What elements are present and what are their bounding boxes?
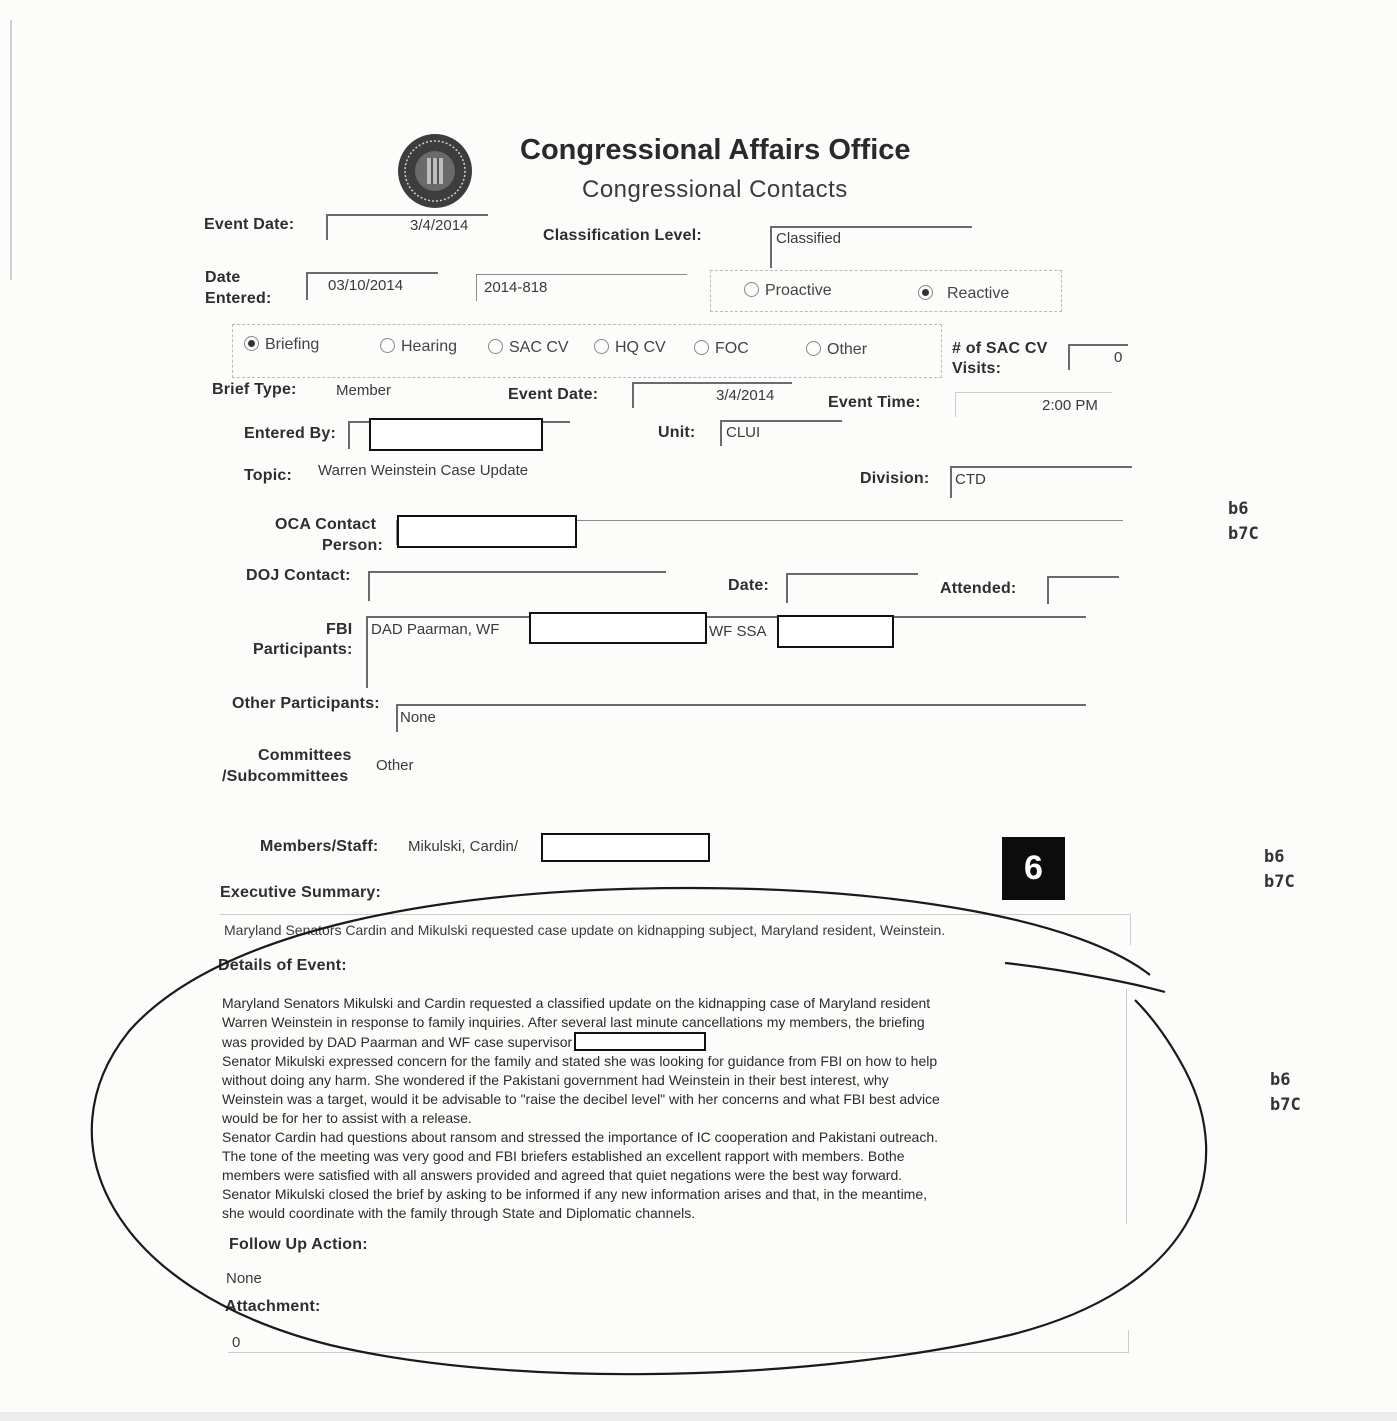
exemption-note-1 [1228,497,1259,547]
fbi-participants-text-1: DAD Paarman, WF [371,621,500,638]
exemption-note-2b: b7C [1264,872,1295,892]
details-line-1: Maryland Senators Mikulski and Cardin requested a classified update on the kidnapping case of Maryland resident [222,995,931,1011]
details-line-10: members were satisfied with all answers provided and agreed that quiet negations were the best way forward. [222,1167,903,1183]
page-number-text: 6 [1024,849,1043,887]
page-subtitle: Congressional Contacts [582,176,848,203]
proactive-label: Proactive [765,282,832,299]
other-participants-value: None [400,709,436,726]
event-date-label: Event Date: [204,216,295,233]
event-date2-value: 3/4/2014 [716,387,775,404]
details-line-11: Senator Mikulski closed the brief by asking to be informed if any new information arises and that, in the meantime, [222,1186,928,1202]
sac-cv-label: SAC CV [509,339,569,356]
hq-cv-label: HQ CV [615,339,666,356]
division-label: Division: [860,470,930,487]
members-staff-label: Members/Staff: [260,838,379,855]
sac-cv-visits-value: 0 [1114,349,1123,366]
other-participants-label: Other Participants: [232,695,380,712]
hearing-label: Hearing [401,338,458,355]
details-line-8: Senator Cardin had questions about ransom and stressed the importance of IC cooperation and Pakistani outreach. [222,1129,938,1145]
briefing-label: Briefing [265,336,320,353]
attended-label: Attended: [940,580,1017,597]
details-line-4: Senator Mikulski expressed concern for the family and stated she was looking for guidance from FBI on how to help [222,1053,938,1069]
committees-value[interactable]: Other [376,757,414,774]
exemption-note-1b: b7C [1228,524,1259,544]
reactive-label: Reactive [947,285,1010,302]
fbi-participants-label-1: FBI [326,621,353,638]
exemption-note-3 [1270,1068,1301,1118]
fbi-participants-label-2: Participants: [253,641,353,658]
date-entered-value: 03/10/2014 [328,277,404,294]
members-staff-value[interactable]: Mikulski, Cardin/ [408,838,519,855]
date-entered-label-1: Date [205,269,241,286]
details-line-7: would be for her to assist with a release. [222,1110,472,1126]
details-line-2: Warren Weinstein in response to family inquiries. After several last minute cancellations my members, the briefing [222,1014,925,1030]
sac-cv-visits-label-2: Visits: [952,360,1002,377]
sac-cv-visits-label-1: # of SAC CV [952,340,1048,357]
executive-summary-text: Maryland Senators Cardin and Mikulski requested case update on kidnapping subject, Maryland resident, Weinstein. [224,922,946,938]
division-value: CTD [955,471,986,488]
unit-value: CLUI [726,424,761,441]
oca-contact-label-1: OCA Contact [275,516,377,533]
exemption-note-2 [1264,845,1295,895]
doj-contact-label: DOJ Contact: [246,567,351,584]
brief-type-value[interactable]: Member [336,382,392,399]
other-label: Other [827,341,868,358]
event-date-value: 3/4/2014 [410,217,469,234]
details-line-5: without doing any harm. She wondered if the Pakistani government had Weinstein in their best interest, why [222,1072,889,1088]
attachment-value: 0 [232,1334,241,1351]
exemption-note-2a: b6 [1264,847,1285,867]
attachment-label: Attachment: [225,1298,321,1315]
follow-up-value[interactable]: None [226,1270,262,1287]
entered-by-label: Entered By: [244,425,336,442]
oca-contact-label-2: Person: [322,537,383,554]
committees-label-1: Committees [258,747,352,764]
fbi-participants-text-2: WF SSA [709,623,767,640]
topic-value[interactable]: Warren Weinstein Case Update [318,462,529,479]
page-title: Congressional Affairs Office [520,134,911,166]
unit-label: Unit: [658,424,696,441]
date-label: Date: [728,577,770,594]
classification-value: Classified [776,230,842,247]
record-number-value: 2014-818 [484,279,548,296]
details-line-9: The tone of the meeting was very good and FBI briefers established an excellent rapport with members. Bothe [222,1148,905,1164]
classification-label: Classification Level: [543,227,702,244]
event-date2-label: Event Date: [508,386,599,403]
exemption-note-1a: b6 [1228,499,1249,519]
exemption-note-3b: b7C [1270,1095,1301,1115]
date-entered-label-2: Entered: [205,290,272,307]
committees-label-2: /Subcommittees [222,768,349,785]
executive-summary-label: Executive Summary: [220,884,382,901]
brief-type-label: Brief Type: [212,381,297,398]
foc-label: FOC [715,340,749,357]
details-line-12: she would coordinate with the family through State and Diplomatic channels. [222,1205,696,1221]
follow-up-label: Follow Up Action: [229,1236,368,1253]
details-line-3: was provided by DAD Paarman and WF case supervisor [222,1034,573,1050]
event-time-label: Event Time: [828,394,921,411]
exemption-note-3a: b6 [1270,1070,1291,1090]
topic-label: Topic: [244,467,293,484]
details-line-6: Weinstein was a target, would it be advisable to "raise the decibel level" with her concerns and what FBI best advice [222,1091,940,1107]
details-label: Details of Event: [218,957,347,974]
event-time-value: 2:00 PM [1042,397,1098,414]
